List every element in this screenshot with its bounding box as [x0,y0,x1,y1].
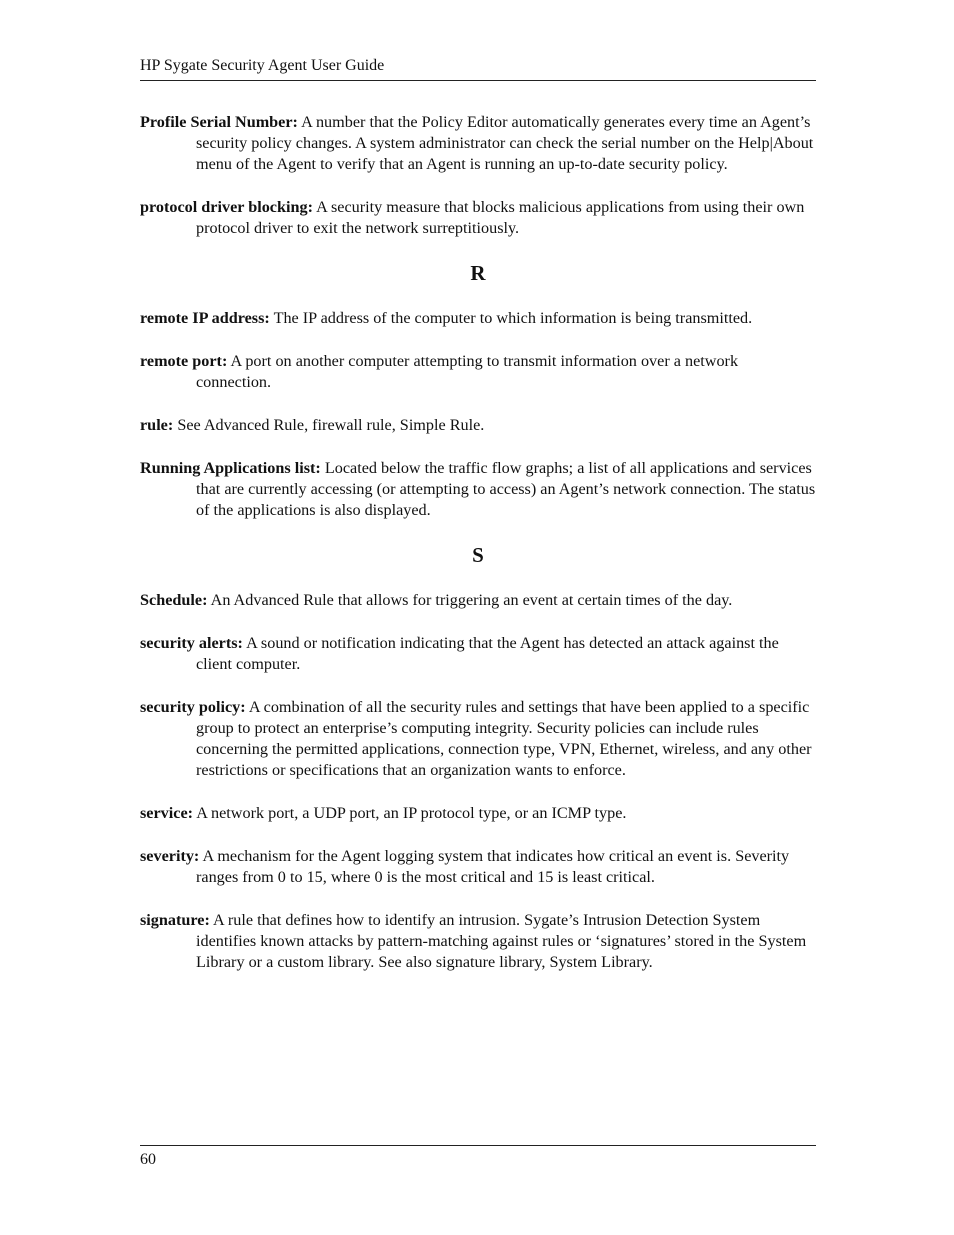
glossary-definition: See Advanced Rule, firewall rule, Simple Rule. [177,416,485,434]
glossary-entry [140,415,816,436]
glossary-definition: A rule that defines how to identify an intrusion. Sygate’s Intrusion Detection System identifies known attacks by pattern-matching against rules or ‘signatures’ stored in the System Library or a custom library. See also signature library, System Library. [196,911,807,971]
section-heading-r: R [470,261,486,285]
glossary-term: remote IP address: [140,309,270,327]
glossary-term: Profile Serial Number: [140,113,298,131]
glossary-entry [140,590,816,611]
glossary-term: rule: [140,416,174,434]
glossary-term: protocol driver blocking: [140,198,313,216]
glossary-entry [140,308,816,329]
section-heading-s: S [472,543,484,567]
glossary-definition: A security measure that blocks malicious applications from using their own protocol driver to exit the network surreptitiously. [196,198,805,237]
glossary-definition: An Advanced Rule that allows for triggering an event at certain times of the day. [210,591,733,609]
glossary-term: severity: [140,847,200,865]
glossary-entry [140,458,816,521]
glossary-definition: A sound or notification indicating that the Agent has detected an attack against the client computer. [196,634,779,673]
glossary-entry [140,112,816,175]
glossary-definition: A network port, a UDP port, an IP protocol type, or an ICMP type. [196,804,627,822]
glossary-definition: A number that the Policy Editor automatically generates every time an Agent’s security policy changes. A system administrator can check the serial number on the Help|About menu of the Agent to verify that an Agent is running an up-to-date security policy. [196,113,814,173]
glossary-entry [140,910,816,973]
glossary-definition: A combination of all the security rules and settings that have been applied to a specific group to protect an enterprise’s computing integrity. Security policies can include rules concerning the permitted applications, connection type, VPN, Ethernet, wireless, and any other restrictions or specifications that an organization wants to enforce. [196,698,812,779]
glossary-entry [140,197,816,239]
page-header [140,56,816,81]
glossary-content [140,112,816,995]
glossary-entry [140,846,816,888]
document-title: HP Sygate Security Agent User Guide [140,57,385,74]
glossary-term: security policy: [140,698,246,716]
glossary-entry [140,633,816,675]
glossary-definition: A mechanism for the Agent logging system that indicates how critical an event is. Severity ranges from 0 to 15, where 0 is the most critical and 15 is least critical. [196,847,790,886]
glossary-definition: The IP address of the computer to which information is being transmitted. [273,309,753,327]
glossary-entry [140,351,816,393]
page-footer [140,1145,816,1170]
glossary-term: Running Applications list: [140,459,321,477]
glossary-term: signature: [140,911,210,929]
page-number: 60 [140,1151,156,1168]
glossary-definition: A port on another computer attempting to transmit information over a network connection. [196,352,739,391]
glossary-entry [140,803,816,824]
glossary-definition: Located below the traffic flow graphs; a list of all applications and services that are currently accessing (or attempting to access) an Agent’s network connection. The status of the applications is also displayed. [196,459,816,519]
glossary-term: service: [140,804,194,822]
glossary-term: Schedule: [140,591,208,609]
glossary-term: remote port: [140,352,228,370]
glossary-entry [140,697,816,781]
glossary-term: security alerts: [140,634,243,652]
